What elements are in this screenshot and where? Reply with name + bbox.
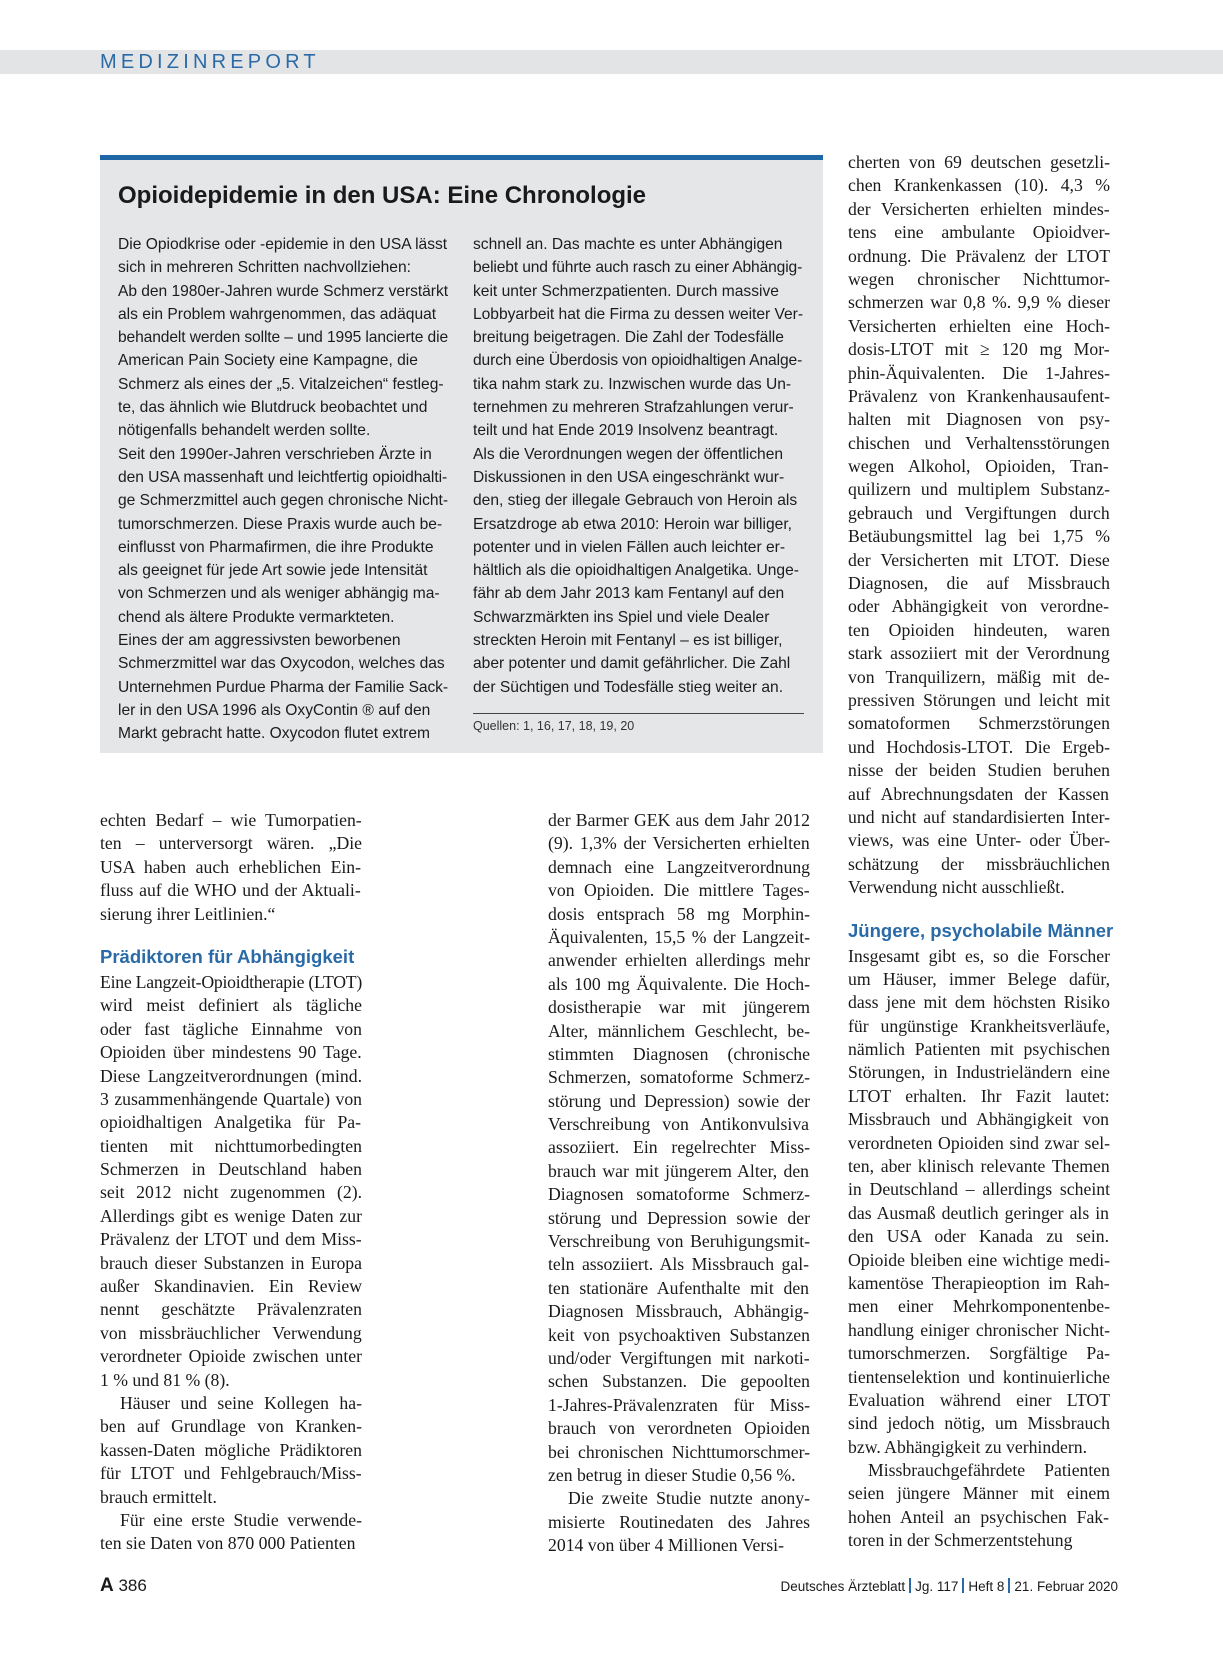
infobox-title: Opioidepidemie in den USA: Eine Chronologie: [118, 182, 647, 209]
infobox-line: Schwarzmärkten ins Spiel und viele Dealer: [473, 608, 770, 626]
chronology-infobox: [100, 155, 823, 753]
article-line: handlung einiger chronischer Nicht-: [848, 1319, 1110, 1340]
article-line: ten – unterversorgt wären. „Die: [100, 833, 362, 854]
article-line: 1-Jahres-Prävalenzraten für Miss-: [548, 1394, 810, 1415]
infobox-line: von Schmerzen und als weniger abhängig ma-: [118, 585, 440, 603]
article-line: Schmerzen, somatoforme Schmerz-: [548, 1067, 810, 1088]
article-line: um Häuser, immer Belege dafür,: [848, 968, 1110, 989]
infobox-line: streckten Heroin mit Fentanyl – es ist billiger,: [473, 632, 783, 650]
infobox-line: Markt gebracht hatte. Oxycodon flutet extrem: [118, 725, 431, 743]
sources-divider: [473, 713, 804, 714]
article-line: phin-Äquivalenten. Die 1-Jahres-: [848, 362, 1110, 383]
article-line: stark assoziiert mit der Verordnung: [848, 643, 1110, 664]
article-line: echten Bedarf – wie Tumorpatien-: [100, 810, 362, 830]
article-line: cherten von 69 deutschen gesetzli-: [848, 152, 1110, 172]
article-line: Opioiden über mindestens 90 Tage.: [100, 1042, 362, 1063]
article-line: von Opioiden. Die mittlere Tages-: [548, 880, 810, 901]
infobox-line: ler in den USA 1996 als OxyContin ® auf den: [118, 701, 431, 719]
infobox-line: ternehmen zu mehreren Strafzahlungen verur-: [473, 399, 794, 417]
article-line: verordneter Opioide zwischen unter: [100, 1346, 362, 1367]
article-line: Evaluation während einer LTOT: [848, 1389, 1110, 1410]
article-line: 1 % und 81 % (8).: [100, 1369, 230, 1390]
infobox-line: beliebt und führte auch rasch zu einer Abhängig-: [473, 259, 803, 277]
infobox-line: behandelt werden sollte – und 1995 lancierte die: [118, 329, 448, 347]
article-line: kamentöse Therapieoption im Rah-: [848, 1272, 1110, 1293]
article-line: dass jene mit dem höchsten Risiko: [848, 992, 1110, 1013]
infobox-line: ge Schmerzmittel auch gegen chronische Nicht-: [118, 492, 449, 510]
infobox-line: American Pain Society eine Kampagne, die: [118, 352, 418, 370]
article-line: Diese Langzeitverordnungen (mind.: [100, 1065, 362, 1086]
infobox-line: als ein Problem wahrgenommen, das adäquat: [118, 305, 437, 323]
article-line: ten stationäre Aufenthalte mit den: [548, 1277, 810, 1298]
article-column-1: [100, 809, 362, 1556]
article-line: chischen und Verhaltensstörungen: [848, 432, 1110, 453]
infobox-line: nötigenfalls behandelt werden sollte.: [118, 422, 371, 440]
article-line: Eine Langzeit-Opioidtherapie (LTOT): [100, 971, 363, 992]
article-line: schen Substanzen. Die gepoolten: [548, 1371, 810, 1392]
article-line: sierung ihrer Leitlinien.“: [100, 903, 276, 924]
paragraph-gap: [100, 926, 362, 940]
article-line: in Deutschland – allerdings scheint: [848, 1179, 1110, 1200]
article-line: von missbräuchlicher Verwendung: [100, 1322, 362, 1343]
article-line: brauch dieser Substanzen in Europa: [100, 1252, 362, 1273]
infobox-sources: Quellen: 1, 16, 17, 18, 19, 20: [473, 719, 635, 733]
article-line: quilizern und multiplem Substanz-: [848, 479, 1110, 500]
section-heading: Jüngere, psycholabile Männer: [848, 919, 1114, 941]
article-line: ten Opioiden hindeuten, waren: [848, 619, 1110, 640]
article-line: men einer Mehrkomponentenbe-: [848, 1296, 1110, 1317]
article-line: LTOT erhalten. Ihr Fazit lautet:: [848, 1085, 1110, 1106]
article-line: stimmten Diagnosen (chronische: [548, 1043, 810, 1064]
infobox-line: Lobbyarbeit hat die Firma zu dessen weiter Ver-: [473, 305, 804, 323]
article-line: gebrauch und Vergiftungen durch: [848, 502, 1110, 523]
article-line: der Versicherten erhielten mindes-: [848, 198, 1110, 219]
article-line: Alter, männlichem Geschlecht, be-: [548, 1020, 810, 1041]
paragraph-gap: [848, 900, 1113, 914]
article-line: Prävalenz der LTOT und dem Miss-: [100, 1229, 362, 1250]
article-line: Störungen, in Industrieländern eine: [848, 1062, 1110, 1083]
infobox-line: hältlich als die opioidhaltigen Analgetika. Unge-: [473, 562, 799, 580]
article-line: bzw. Abhängigkeit zu verhindern.: [848, 1436, 1088, 1457]
article-line: dosistherapie war mit jüngerem: [548, 997, 810, 1018]
page-number: [100, 1575, 147, 1597]
section-label: MEDIZINREPORT: [100, 51, 320, 73]
article-line: Versicherten erhielten eine Hoch-: [848, 315, 1110, 336]
article-line: misierte Routinedaten des Jahres: [548, 1511, 810, 1532]
article-line: und Hochdosis-LTOT. Die Ergeb-: [848, 736, 1110, 757]
infobox-line: Die Opiodkrise oder -epidemie in den USA lässt: [118, 236, 448, 253]
section-heading: Prädiktoren für Abhängigkeit: [100, 945, 355, 967]
article-line: das Ausmaß deutlich geringer als in: [848, 1202, 1110, 1223]
article-line: für ungünstige Krankheitsverläufe,: [848, 1015, 1110, 1036]
infobox-column-2: [473, 233, 803, 699]
article-line: Missbrauchgefährdete Patienten: [868, 1460, 1110, 1481]
article-line: assoziiert. Ein regelrechter Miss-: [548, 1137, 810, 1158]
article-line: Prävalenz von Krankenhausaufent-: [848, 385, 1110, 406]
article-line: verordneten Opioiden sind zwar sel-: [848, 1132, 1110, 1153]
article-line: Verschreibung von Beruhigungsmit-: [548, 1231, 810, 1252]
article-line: tientenselektion und kontinuierliche: [848, 1366, 1110, 1387]
article-line: Die zweite Studie nutzte anony-: [568, 1488, 810, 1509]
article-line: opioidhaltigen Analgetika für Pa-: [100, 1112, 362, 1133]
article-line: nennt geschätzte Prävalenzraten: [100, 1299, 362, 1320]
article-line: chen Krankenkassen (10). 4,3 %: [848, 175, 1110, 196]
infobox-line: Eines der am aggressivsten beworbenen: [118, 632, 401, 650]
article-line: Diagnosen somatoforme Schmerz-: [548, 1184, 810, 1205]
article-line: schätzung der missbräuchlichen: [848, 853, 1110, 874]
article-line: ten sie Daten von 870 000 Patienten: [100, 1533, 356, 1554]
article-line: Diagnosen Missbrauch, Abhängig-: [548, 1301, 810, 1322]
article-line: brauch ermittelt.: [100, 1486, 217, 1507]
journal-name: Deutsches Ärzteblatt: [780, 1579, 906, 1594]
article-line: wegen Alkohol, Opioiden, Tran-: [848, 456, 1109, 477]
infobox-line: Unternehmen Purdue Pharma der Familie Sack-: [118, 678, 449, 696]
infobox-line: potenter und in vielen Fällen auch leichter er-: [473, 538, 786, 556]
article-line: bei chronischen Nichttumorschmer-: [548, 1441, 810, 1462]
article-line: anwender erhielten allerdings mehr: [548, 950, 810, 971]
article-line: brauch von verordneten Opioiden: [548, 1418, 810, 1439]
footer-separator: [909, 1578, 911, 1593]
article-line: views, was eine Unter- oder Über-: [848, 830, 1110, 851]
article-line: Insgesamt gibt es, so die Forscher: [848, 945, 1110, 966]
article-line: kassen-Daten mögliche Prädiktoren: [100, 1439, 362, 1460]
footer-separator: [1008, 1578, 1010, 1593]
infobox-line: Ab den 1980er-Jahren wurde Schmerz verstärkt: [118, 282, 448, 300]
infobox-line: schnell an. Das machte es unter Abhängigen: [473, 236, 783, 253]
article-line: Verschreibung von Antikonvulsiva: [548, 1114, 810, 1135]
infobox-line: tumorschmerzen. Diese Praxis wurde auch be-: [118, 515, 443, 533]
article-line: oder fast tägliche Einnahme von: [100, 1018, 362, 1039]
article-line: dosis-LTOT mit ≥ 120 mg Mor-: [848, 339, 1110, 360]
article-line: zen betrug in dieser Studie 0,56 %.: [548, 1464, 796, 1485]
article-line: schmerzen war 0,8 %. 9,9 % dieser: [848, 292, 1110, 313]
article-line: für LTOT und Fehlgebrauch/Miss-: [100, 1463, 362, 1484]
infobox-line: den, stieg der illegale Gebrauch von Heroin als: [473, 492, 798, 510]
article-line: seien jüngere Männer mit einem: [848, 1483, 1110, 1504]
article-line: ordnung. Die Prävalenz der LTOT: [848, 245, 1110, 266]
infobox-line: Als die Verordnungen wegen der öffentlichen: [473, 445, 784, 463]
article-line: demnach eine Langzeitverordnung: [548, 856, 810, 877]
article-line: der Versicherten mit LTOT. Diese: [848, 549, 1110, 570]
infobox-line: der Süchtigen und Todesfälle stieg weiter an.: [473, 678, 784, 696]
article-line: sind jedoch nötig, um Missbrauch: [848, 1413, 1110, 1434]
article-line: ten, aber klinisch relevante Themen: [848, 1156, 1110, 1177]
article-line: 3 zusammenhängende Quartale) von: [100, 1088, 362, 1109]
infobox-line: te, das ähnlich wie Blutdruck beobachtet und: [118, 399, 428, 417]
article-line: keit von psychoaktiven Substanzen: [548, 1324, 810, 1345]
infobox-line: chend als ältere Produkte vermarkteten.: [118, 608, 395, 626]
infobox-line: breitung beigetragen. Die Zahl der Todesfälle: [473, 329, 784, 347]
article-line: hohen Anteil an psychischen Fak-: [848, 1506, 1110, 1527]
article-line: fluss auf die WHO und der Aktuali-: [100, 880, 361, 901]
infobox-line: durch eine Überdosis von opioidhaltigen Analge-: [473, 352, 803, 370]
article-line: nämlich Patienten mit psychischen: [848, 1039, 1110, 1060]
infobox-line: einflusst von Pharmafirmen, die ihre Produkte: [118, 538, 434, 556]
infobox-line: Ersatzdroge ab etwa 2010: Heroin war billiger,: [473, 515, 792, 533]
article-line: Äquivalenten, 15,5 % der Langzeit-: [548, 926, 810, 947]
article-line: tienten mit nichttumorbedingten: [100, 1135, 362, 1156]
article-line: 2014 von über 4 Millionen Versi-: [548, 1535, 784, 1556]
infobox-line: sich in mehreren Schritten nachvollziehen:: [118, 259, 411, 277]
article-line: störung und Depression) sowie der: [548, 1090, 810, 1111]
article-line: Häuser und seine Kollegen ha-: [120, 1392, 362, 1413]
page-number-value: 386: [118, 1576, 147, 1595]
article-line: seit 2012 nicht zugenommen (2).: [100, 1182, 362, 1203]
article-line: halten mit Diagnosen von psy-: [848, 409, 1110, 430]
article-line: teln assoziiert. Als Missbrauch gal-: [548, 1254, 810, 1275]
infobox-line: keit unter Schmerzpatienten. Durch massive: [473, 282, 779, 300]
article-line: brauch war mit jüngerem Alter, den: [548, 1160, 810, 1181]
article-line: pressiven Störungen und leicht mit: [848, 689, 1110, 710]
article-line: Opioide bleiben eine wichtige medi-: [848, 1249, 1110, 1270]
article-line: USA haben auch erheblichen Ein-: [100, 856, 362, 877]
article-column-2: [548, 809, 810, 1558]
infobox-line: teilt und hat Ende 2019 Insolvenz beantragt.: [473, 422, 779, 440]
journal-volume: Jg. 117: [915, 1579, 959, 1594]
article-line: toren in der Schmerzentstehung: [848, 1530, 1073, 1551]
infobox-line: fähr ab dem Jahr 2013 kam Fentanyl auf den: [473, 585, 785, 603]
article-line: und/oder Vergiftungen mit narkoti-: [548, 1347, 810, 1368]
journal-info: [781, 1578, 1118, 1594]
infobox-line: aber potenter und damit gefährlicher. Die Zahl: [473, 655, 791, 673]
infobox-line: Schmerz als eines der „5. Vitalzeichen“ festleg-: [118, 375, 444, 393]
footer-separator: [962, 1578, 964, 1593]
article-line: Allerdings gibt es wenige Daten zur: [100, 1205, 362, 1226]
article-line: tens eine ambulante Opioidver-: [848, 222, 1110, 243]
article-line: (9). 1,3% der Versicherten erhielten: [548, 833, 810, 854]
infobox-line: Seit den 1990er-Jahren verschrieben Ärzte in: [118, 445, 432, 463]
article-line: den USA oder Kanada zu sein.: [848, 1226, 1110, 1247]
article-line: wegen chronischer Nichttumor-: [848, 268, 1110, 289]
article-line: der Barmer GEK aus dem Jahr 2012: [548, 810, 810, 830]
article-line: Verwendung nicht ausschließt.: [848, 877, 1065, 898]
article-line: tumorschmerzen. Sorgfältige Pa-: [848, 1343, 1110, 1364]
article-line: oder Abhängigkeit von verordne-: [848, 596, 1110, 617]
infobox-line: tika nahm stark zu. Inzwischen wurde das Un-: [473, 375, 792, 393]
article-line: außer Skandinavien. Ein Review: [100, 1276, 362, 1297]
article-line: wird meist definiert als tägliche: [100, 995, 362, 1016]
infobox-line: den USA massenhaft und leichtfertig opioidhalti-: [118, 468, 448, 486]
article-line: von Tranquilizern, mäßig mit de-: [848, 666, 1110, 687]
journal-date: 21. Februar 2020: [1014, 1579, 1118, 1594]
article-line: Für eine erste Studie verwende-: [120, 1509, 362, 1530]
infobox-line: als geeignet für jede Art sowie jede Intensität: [118, 562, 428, 580]
infobox-line: Schmerzmittel war das Oxycodon, welches das: [118, 655, 445, 673]
article-line: Diagnosen, die auf Missbrauch: [848, 573, 1110, 594]
infobox-column-1: [118, 233, 448, 746]
page-prefix: A: [100, 1575, 114, 1596]
article-line: Betäubungsmittel lag bei 1,75 %: [848, 526, 1110, 547]
article-line: dosis entsprach 58 mg Morphin-: [548, 903, 810, 924]
article-line: ben auf Grundlage von Kranken-: [100, 1416, 362, 1437]
article-line: auf Abrechnungsdaten der Kassen: [848, 783, 1110, 804]
journal-issue: Heft 8: [968, 1579, 1005, 1594]
infobox-line: Diskussionen in den USA eingeschränkt wur-: [473, 468, 785, 486]
article-line: und nicht auf standardisierten Inter-: [848, 806, 1110, 827]
article-line: als 100 mg Äquivalente. Die Hoch-: [548, 973, 810, 994]
article-line: Schmerzen in Deutschland haben: [100, 1159, 362, 1180]
article-line: Missbrauch und Abhängigkeit von: [848, 1109, 1110, 1130]
article-column-3: [848, 151, 1113, 1553]
article-line: nisse der beiden Studien beruhen: [848, 760, 1110, 781]
article-line: somatoformen Schmerzstörungen: [848, 713, 1110, 734]
article-line: störung und Depression sowie der: [548, 1207, 810, 1228]
